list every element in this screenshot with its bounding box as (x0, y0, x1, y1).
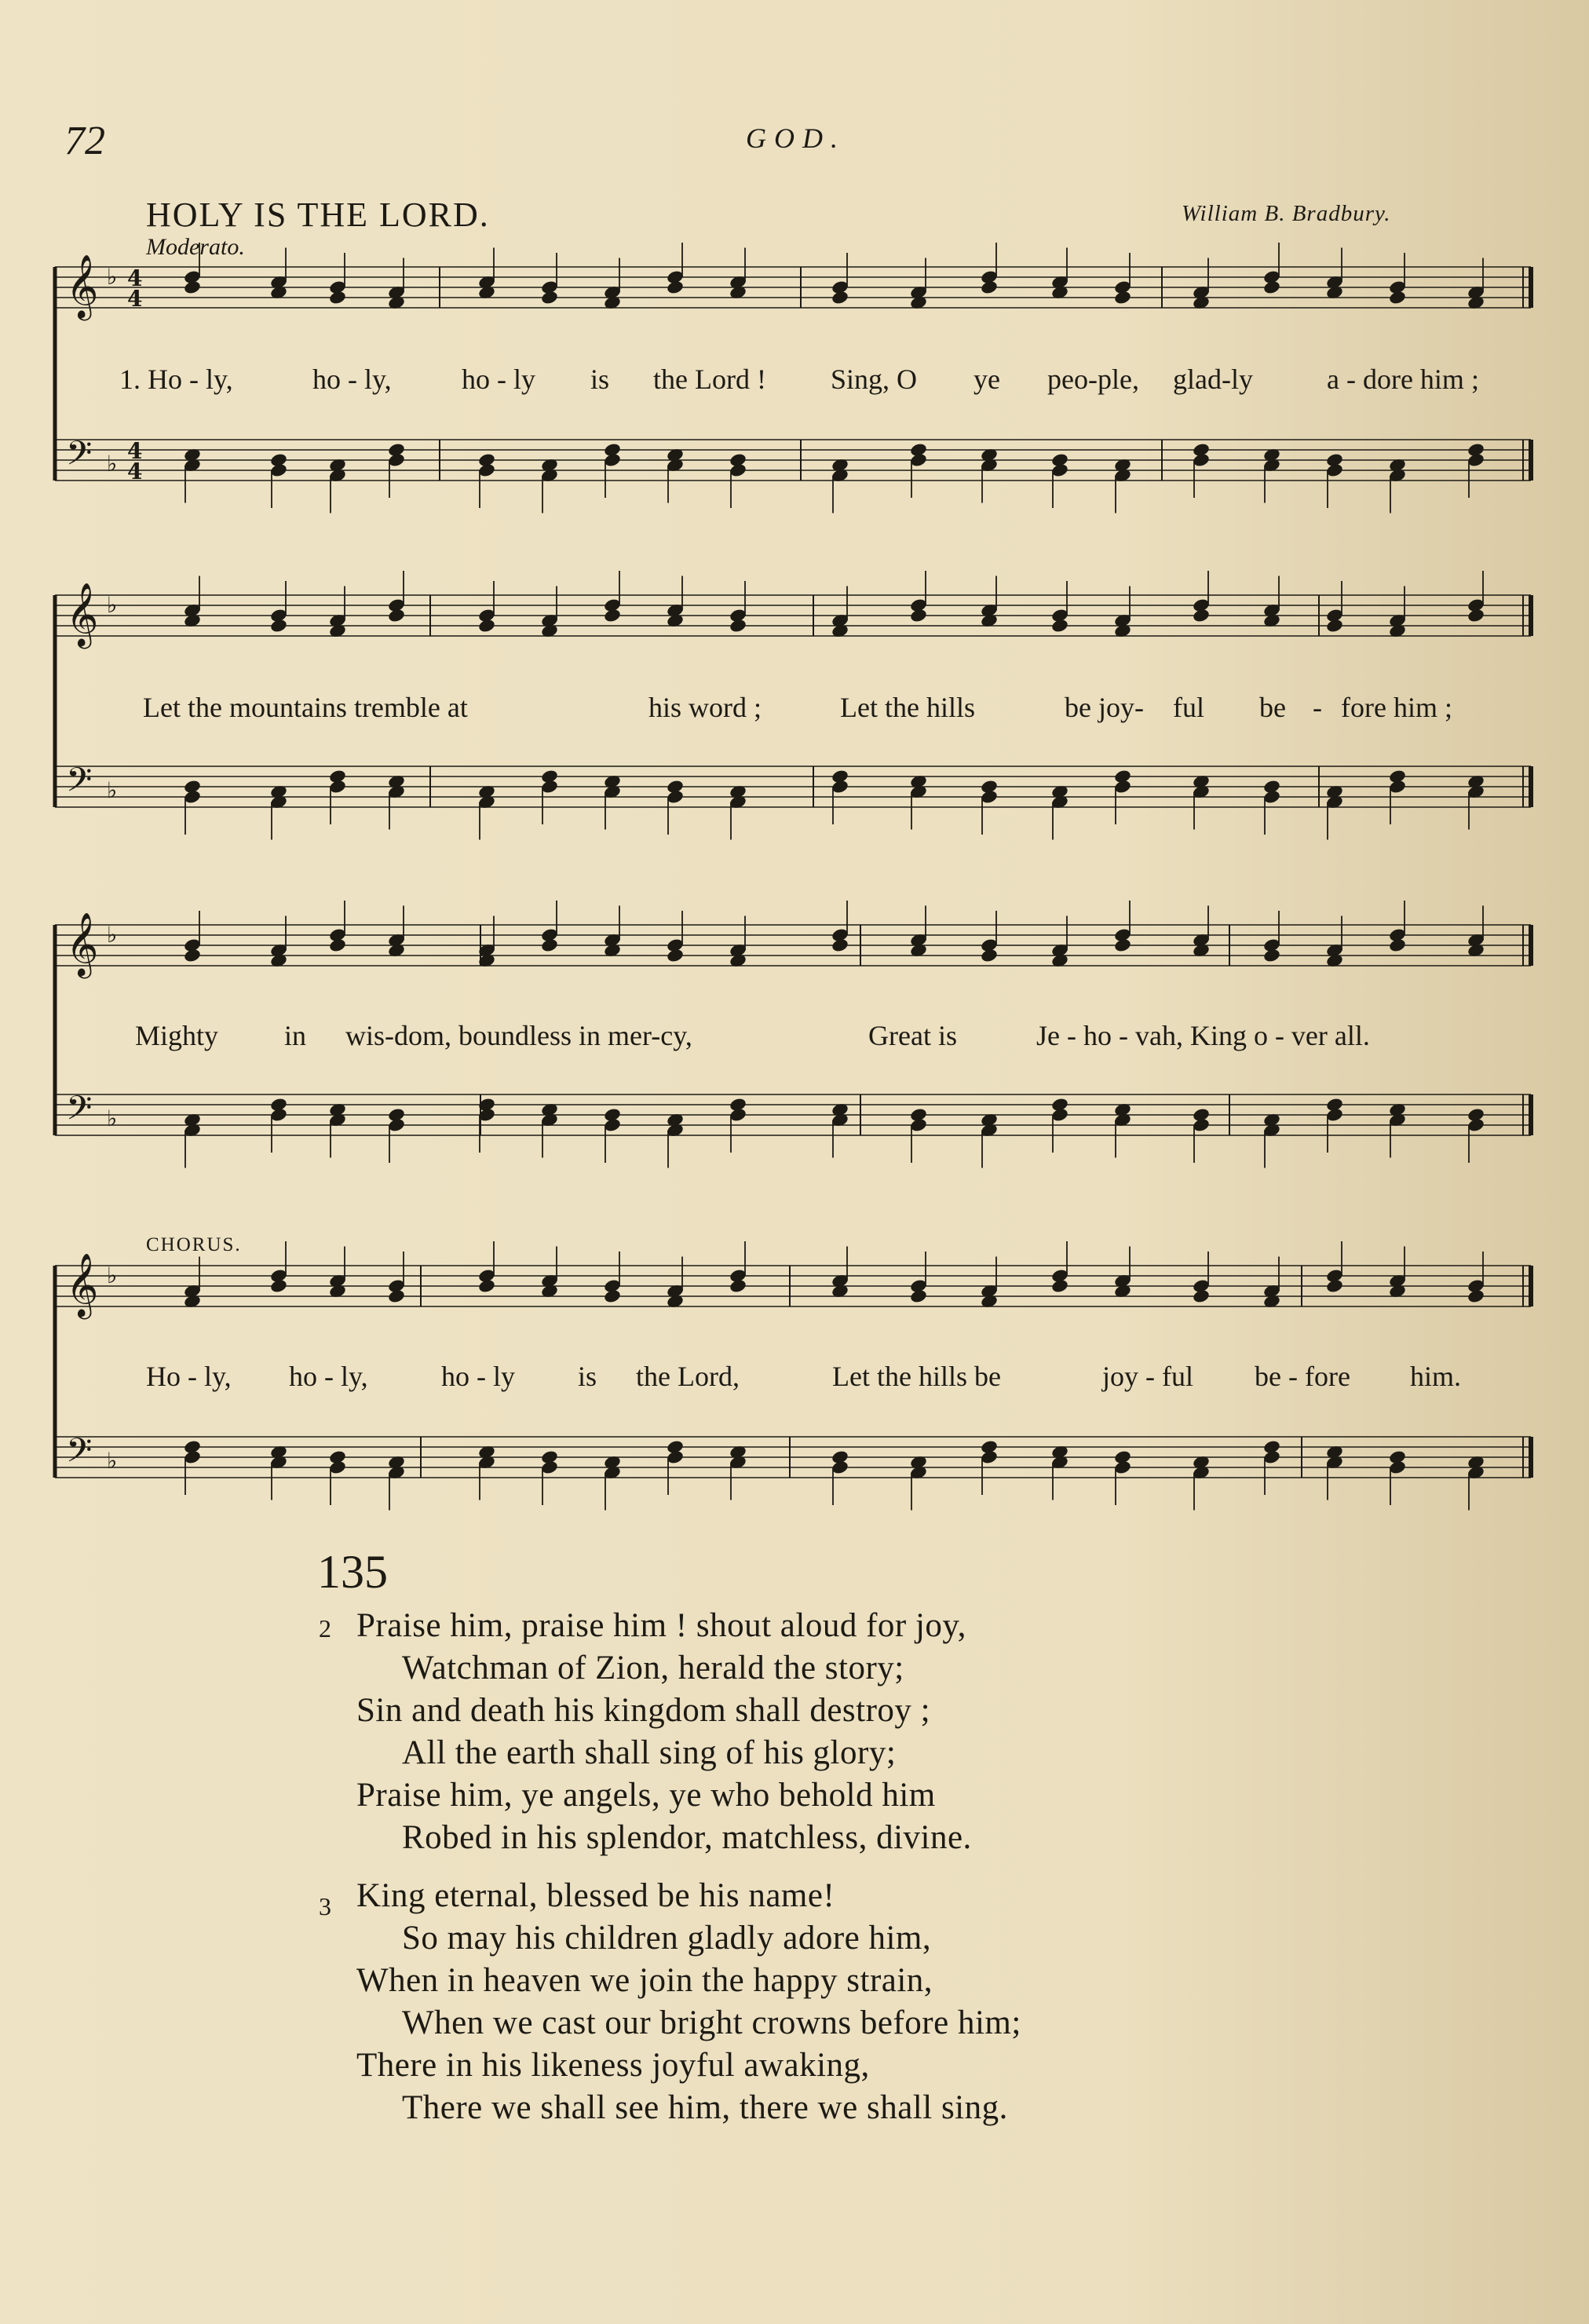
lyric-syllable: his word ; (648, 692, 762, 723)
lyric-syllable: him. (1410, 1361, 1462, 1392)
lyric-syllable: wis-dom, boundless in mer-cy, (345, 1020, 692, 1051)
chorus-label: CHORUS. (146, 1234, 242, 1255)
flat-sign-icon: ♭ (107, 1448, 118, 1474)
treble-clef-icon: 𝄞 (66, 254, 99, 318)
flat-sign-icon: ♭ (107, 451, 118, 477)
lyric-syllable: Let the mountains tremble at (143, 692, 468, 723)
note-head (540, 290, 559, 305)
hymn-number: 135 (317, 1546, 388, 1598)
note-head (1192, 1288, 1211, 1304)
time-signature: 4 (127, 286, 143, 312)
lyric-syllable: ful (1173, 692, 1204, 723)
verse-line: When in heaven we join the happy strain, (356, 1962, 933, 1999)
flat-sign-icon: ♭ (107, 264, 118, 290)
lyric-syllable: Sing, O (831, 364, 918, 395)
note-head (477, 618, 496, 634)
verse-line: All the earth shall sing of his glory; (402, 1734, 897, 1771)
note-head (1262, 948, 1281, 963)
verse-line: There in his likeness joyful awaking, (356, 2047, 870, 2084)
lyric-syllable: Let the hills be (832, 1361, 1001, 1392)
lyric-syllable: Great is (868, 1020, 957, 1051)
note-head (909, 608, 928, 623)
lyric-syllable: Let the hills (840, 692, 975, 723)
lyric-syllable: is (590, 364, 610, 395)
flat-sign-icon: ♭ (107, 922, 118, 948)
bass-clef-icon: 𝄢 (66, 1431, 93, 1478)
lyric-syllable: be joy- (1065, 692, 1144, 723)
note-head (387, 1288, 406, 1304)
note-head (269, 1278, 288, 1294)
composer-credit: William B. Bradbury. (1182, 201, 1391, 226)
time-signature: 4 (127, 265, 143, 291)
verse-line: King eternal, blessed be his name! (356, 1877, 835, 1914)
running-head: GOD. (746, 122, 846, 154)
note-head (666, 948, 685, 963)
note-head (540, 937, 559, 953)
tempo-marking: Moderato. (146, 234, 245, 260)
note-head (1325, 1278, 1344, 1294)
note-head (1388, 290, 1407, 305)
lyric-syllable: Mighty (135, 1020, 219, 1051)
page-number: 72 (64, 119, 105, 163)
lyric-syllable: glad-ly (1173, 364, 1253, 395)
lyric-syllable: the Lord, (636, 1361, 740, 1392)
note-head (666, 280, 685, 295)
note-head (1467, 1288, 1485, 1304)
lyric-syllable: a - dore him ; (1327, 364, 1479, 395)
note-head (603, 1288, 622, 1304)
note-head (387, 608, 406, 623)
time-signature: 4 (127, 459, 143, 484)
treble-clef-icon: 𝄞 (66, 1252, 99, 1317)
flat-sign-icon: ♭ (107, 777, 118, 803)
lyric-syllable: ho - ly (441, 1361, 515, 1392)
note-head (183, 948, 202, 963)
note-head (1050, 1278, 1069, 1294)
verse-line: Robed in his splendor, matchless, divine. (402, 1819, 972, 1856)
note-head (909, 1288, 928, 1304)
note-head (729, 1278, 747, 1294)
verse-line: There we shall see him, there we shall sing. (402, 2089, 1008, 2126)
verse-line: When we cast our bright crowns before him; (402, 2004, 1021, 2041)
note-head (1467, 608, 1485, 623)
lyric-syllable: peo-ple, (1047, 364, 1139, 395)
note-head (1388, 937, 1407, 953)
note-head (269, 618, 288, 634)
bass-clef-icon: 𝄢 (66, 761, 93, 808)
note-head (1050, 618, 1069, 634)
treble-clef-icon: 𝄞 (66, 582, 99, 646)
lyric-syllable: in (284, 1020, 307, 1051)
note-head (1113, 937, 1132, 953)
flat-sign-icon: ♭ (107, 1105, 118, 1131)
treble-clef-icon: 𝄞 (66, 912, 99, 976)
lyric-syllable: ye (973, 364, 1000, 395)
note-head (831, 290, 849, 305)
bass-clef-icon: 𝄢 (66, 434, 93, 481)
time-signature: 4 (127, 438, 143, 464)
note-head (1325, 618, 1344, 634)
lyric-syllable: ho - ly (462, 364, 535, 395)
lyric-syllable: ho - ly, (312, 364, 392, 395)
stanza-number: 3 (319, 1892, 331, 1920)
lyric-syllable: Je - ho - vah, King o - ver all. (1036, 1020, 1370, 1051)
verse-line: Watchman of Zion, herald the story; (402, 1650, 904, 1686)
lyric-syllable: joy - ful (1102, 1361, 1193, 1392)
note-head (831, 937, 849, 953)
verse-line: Praise him, praise him ! shout aloud for joy, (356, 1607, 966, 1644)
note-head (603, 608, 622, 623)
verse-line: Sin and death his kingdom shall destroy ; (356, 1692, 931, 1729)
hymn-title: HOLY IS THE LORD. (146, 195, 490, 234)
verse-line: So may his children gladly adore him, (402, 1920, 932, 1957)
lyric-syllable: is (578, 1361, 597, 1392)
note-head (980, 948, 999, 963)
lyric-syllable: the Lord ! (653, 364, 766, 395)
lyric-syllable: be (1259, 692, 1286, 723)
note-head (1113, 290, 1132, 305)
lyric-syllable: be - fore (1255, 1361, 1350, 1392)
flat-sign-icon: ♭ (107, 592, 118, 618)
verse-line: Praise him, ye angels, ye who behold him (356, 1777, 936, 1814)
lyric-syllable: ho - ly, (289, 1361, 368, 1392)
note-head (477, 1278, 496, 1294)
note-head (1262, 280, 1281, 295)
flat-sign-icon: ♭ (107, 1262, 118, 1288)
note-head (729, 618, 747, 634)
note-head (980, 280, 999, 295)
note-head (328, 290, 347, 305)
lyric-syllable: fore him ; (1341, 692, 1452, 723)
note-head (183, 280, 202, 295)
note-head (1192, 608, 1211, 623)
lyric-syllable: - (1313, 692, 1322, 723)
lyric-syllable: 1. Ho - ly, (119, 364, 233, 395)
lyric-syllable: Ho - ly, (146, 1361, 232, 1392)
note-head (328, 937, 347, 953)
bass-clef-icon: 𝄢 (66, 1089, 93, 1136)
stanza-number: 2 (319, 1614, 331, 1643)
